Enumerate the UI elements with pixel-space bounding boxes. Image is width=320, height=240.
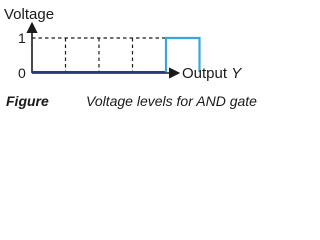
guide-lines [32,38,166,73]
caption-label: Figure [6,93,49,109]
y-tick-label-1: 1 [18,30,26,46]
caption-text: Voltage levels for AND gate [86,93,257,109]
y-tick-label-0: 0 [18,65,26,81]
voltage-figure [0,0,259,92]
x-axis-label-word: Output [182,65,228,82]
figure-caption [6,93,256,113]
y-axis-label: Voltage [4,6,55,23]
x-axis-label [182,65,242,82]
x-axis-label-variable: Y [231,65,242,82]
